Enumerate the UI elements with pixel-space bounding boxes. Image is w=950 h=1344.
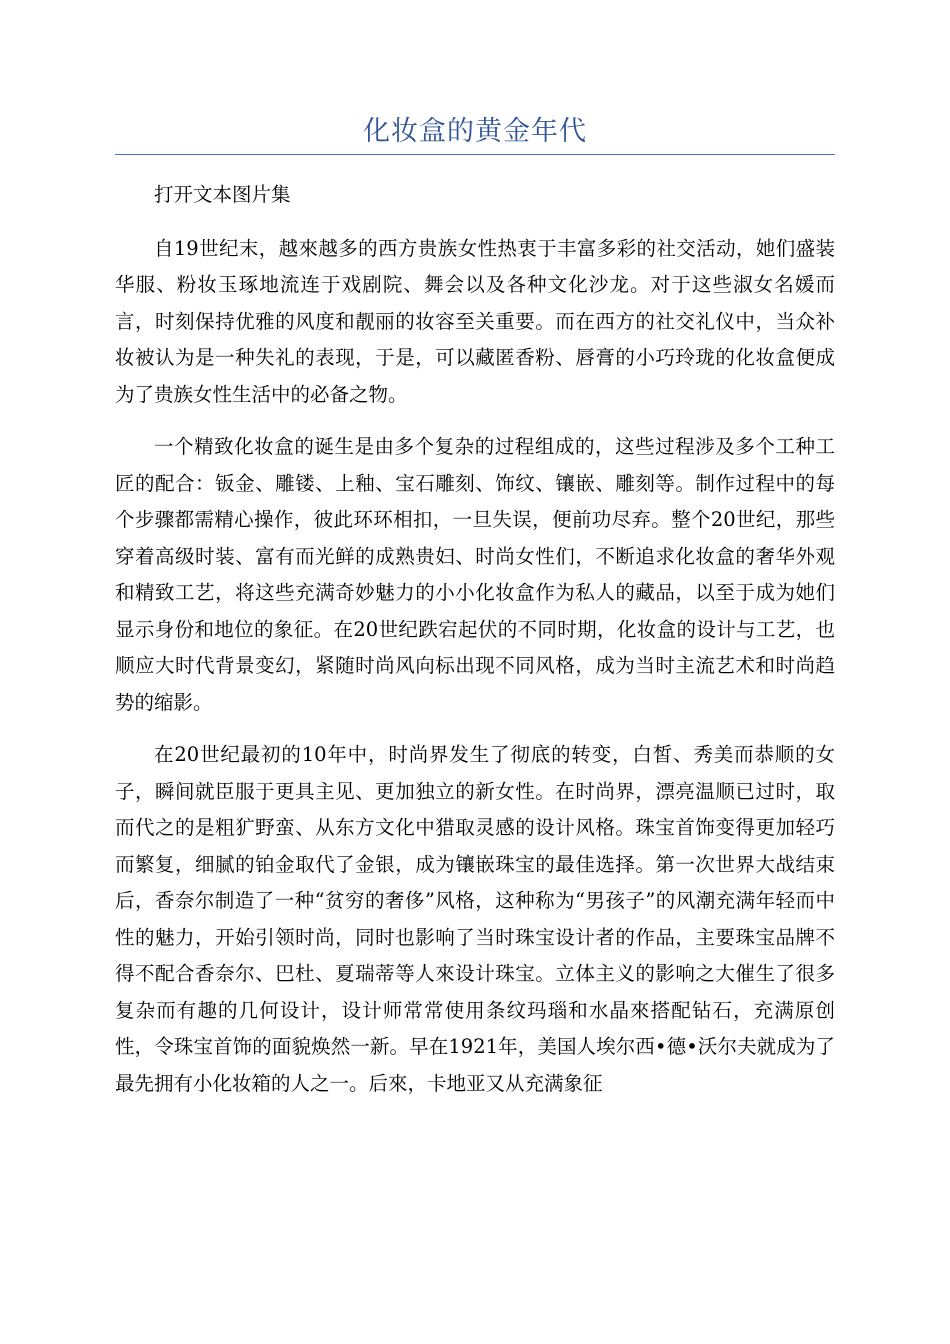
paragraph-gallery-link: 打开文本图片集 (154, 183, 291, 206)
title-underline (115, 154, 835, 155)
paragraph-2: 一个精致化妆盒的诞生是由多个复杂的过程组成的，这些过程涉及多个工种工匠的配合：钣金、雕镂、上釉、宝石雕刻、饰纹、镶嵌、雕刻等。制作过程中的每个步骤都需精心操作，彼此环环相扣，一旦失误，便前功尽弃。整个20世纪，那些穿着高级时装、富有而光鲜的成熟贵妇、时尚女性们，不断追求化妆盒的奢华外观和精致工艺，将这些充满奇妙魅力的小小化妆盒作为私人的藏品，以至于成为她们显示身份和地位的象征。在20世纪跌宕起伏的不同时期，化妆盒的设计与工艺，也顺应大时代背景变幻，紧随时尚风向标出现不同风格，成为当时主流艺术和时尚趋势的缩影。 (115, 435, 835, 714)
document-body (115, 177, 835, 1118)
paragraph-3: 在20世纪最初的10年中，时尚界发生了彻底的转变，白皙、秀美而恭顺的女子，瞬间就臣服于更具主见、更加独立的新女性。在时尚界，漂亮温顺已过时，取而代之的是粗犷野蛮、从东方文化中猎取灵感的设计风格。珠宝首饰变得更加轻巧而繁复，细腻的铂金取代了金银，成为镶嵌珠宝的最佳选择。第一次世界大战结束后，香奈尔制造了一种“贫穷的奢侈”风格，这种称为“男孩子”的风潮充满年轻而中性的魅力，开始引领时尚，同时也影响了当时珠宝设计者的作品，主要珠宝品牌不得不配合香奈尔、巴杜、夏瑞蒂等人來设计珠宝。立体主义的影响之大催生了很多复杂而有趣的几何设计，设计师常常使用条纹玛瑙和水晶來搭配钻石，充满原创性，令珠宝首饰的面貌焕然一新。早在1921年，美国人埃尔西•德•沃尔夫就成为了最先拥有小化妆箱的人之一。后來，卡地亚又从充满象征 (115, 743, 835, 1095)
document-title: 化妆盒的黄金年代 (363, 116, 587, 147)
paragraph-1: 自19世纪末，越來越多的西方贵族女性热衷于丰富多彩的社交活动，她们盛装华服、粉妆玉琢地流连于戏剧院、舞会以及各种文化沙龙。对于这些淑女名媛而言，时刻保持优雅的风度和靓丽的妆容至关重要。而在西方的社交礼仪中，当众补妆被认为是一种失礼的表现，于是，可以藏匿香粉、唇膏的小巧玲珑的化妆盒便成为了贵族女性生活中的必备之物。 (115, 236, 835, 406)
